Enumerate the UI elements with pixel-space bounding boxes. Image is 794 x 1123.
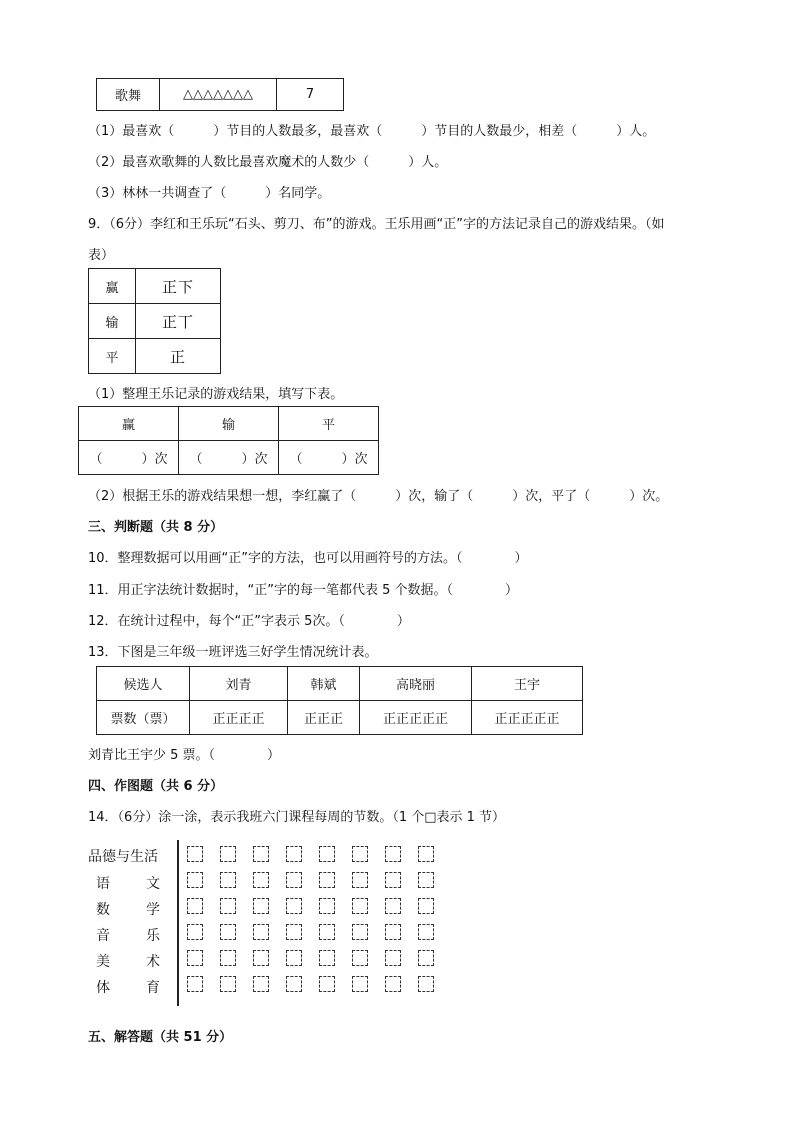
fill-box[interactable]: [286, 846, 302, 862]
fill-box[interactable]: [352, 872, 368, 888]
record-label: 输: [89, 304, 136, 339]
q13: 13．下图是三年级一班评选三好学生情况统计表。: [88, 645, 378, 660]
fill-box[interactable]: [418, 924, 434, 940]
fill-box[interactable]: [385, 872, 401, 888]
subject-label: 数 学: [96, 902, 160, 918]
vote-table: [96, 666, 583, 735]
fill-box[interactable]: [319, 924, 335, 940]
fill-box[interactable]: [253, 872, 269, 888]
fill-box[interactable]: [187, 950, 203, 966]
q8-sub2: （2）最喜欢歌舞的人数比最喜欢魔术的人数少（ ）人。: [88, 155, 448, 170]
section5-heading: 五、解答题（共 51 分）: [88, 1030, 233, 1045]
q9-sub2: （2）根据王乐的游戏结果想一想，李红赢了（ ）次，输了（ ）次，平了（ ）次。: [88, 489, 669, 504]
fill-box[interactable]: [220, 950, 236, 966]
fill-box[interactable]: [352, 924, 368, 940]
fill-box[interactable]: [187, 872, 203, 888]
vote-tally: 正正正正: [190, 701, 288, 735]
top-table: [96, 78, 344, 111]
record-label: 赢: [89, 269, 136, 304]
vote-tally: 正正正正正: [472, 701, 583, 735]
fill-box[interactable]: [418, 872, 434, 888]
vote-tally: 正正正正正: [360, 701, 472, 735]
section3-heading: 三、判断题（共 8 分）: [88, 520, 224, 535]
subject-label: 体 育: [96, 980, 160, 996]
fill-header-win: 赢: [79, 407, 179, 441]
vote-header: 高晓丽: [360, 667, 472, 701]
subject-label: 语 文: [96, 876, 160, 892]
q12: 12．在统计过程中，每个“正”字表示 5次。（ ）: [88, 614, 410, 629]
fill-header-lose: 输: [179, 407, 279, 441]
fill-box[interactable]: [385, 924, 401, 940]
fill-box[interactable]: [187, 924, 203, 940]
vote-tally: 正正正: [288, 701, 360, 735]
subject-label: 品德与生活: [88, 849, 158, 865]
q11: 11．用正字法统计数据时，“正”字的每一笔都代表 5 个数据。（ ）: [88, 583, 519, 598]
vote-header: 候选人: [97, 667, 190, 701]
fill-box[interactable]: [352, 846, 368, 862]
fill-box[interactable]: [220, 846, 236, 862]
fill-cell-win[interactable]: （ ）次: [79, 441, 179, 475]
vote-header: 刘青: [190, 667, 288, 701]
fill-box[interactable]: [220, 976, 236, 992]
record-tally: 正丅: [136, 304, 221, 339]
fill-box[interactable]: [286, 872, 302, 888]
fill-box[interactable]: [286, 924, 302, 940]
q9-fill-table: [78, 406, 379, 475]
q9-intro-line2: 表）: [88, 248, 115, 263]
vote-header: 王宇: [472, 667, 583, 701]
fill-box[interactable]: [319, 872, 335, 888]
top-table-count: 7: [277, 79, 344, 111]
q13-statement: 刘青比王宇少 5 票。（ ）: [88, 748, 281, 763]
q10: 10．整理数据可以用画“正”字的方法，也可以用画符号的方法。（ ）: [88, 551, 528, 566]
fill-box[interactable]: [352, 950, 368, 966]
fill-box[interactable]: [220, 872, 236, 888]
top-table-marks: △△△△△△△: [160, 79, 277, 111]
q9-sub1: （1）整理王乐记录的游戏结果，填写下表。: [88, 387, 344, 402]
fill-box[interactable]: [418, 898, 434, 914]
fill-box[interactable]: [187, 976, 203, 992]
fill-box[interactable]: [385, 846, 401, 862]
fill-box[interactable]: [253, 898, 269, 914]
fill-box[interactable]: [418, 950, 434, 966]
fill-box[interactable]: [418, 976, 434, 992]
fill-header-draw: 平: [279, 407, 379, 441]
fill-box[interactable]: [253, 924, 269, 940]
fill-box[interactable]: [220, 924, 236, 940]
q14: 14．（6分）涂一涂，表示我班六门课程每周的节数。（1 个□表示 1 节）: [88, 810, 506, 825]
section4-heading: 四、作图题（共 6 分）: [88, 779, 224, 794]
fill-box[interactable]: [319, 950, 335, 966]
fill-box[interactable]: [352, 976, 368, 992]
fill-box[interactable]: [385, 898, 401, 914]
record-label: 平: [89, 339, 136, 374]
record-tally: 正: [136, 339, 221, 374]
fill-box[interactable]: [253, 846, 269, 862]
q9-record-table: [88, 268, 221, 374]
fill-box[interactable]: [319, 976, 335, 992]
fill-box[interactable]: [187, 898, 203, 914]
q8-sub1: （1）最喜欢（ ）节目的人数最多，最喜欢（ ）节目的人数最少，相差（ ）人。: [88, 124, 656, 139]
fill-box[interactable]: [253, 950, 269, 966]
vote-row-label: 票数（票）: [97, 701, 190, 735]
vote-header: 韩斌: [288, 667, 360, 701]
fill-cell-lose[interactable]: （ ）次: [179, 441, 279, 475]
fill-box[interactable]: [286, 976, 302, 992]
fill-box[interactable]: [319, 898, 335, 914]
subject-label: 音 乐: [96, 928, 160, 944]
top-table-label: 歌舞: [97, 79, 160, 111]
fill-box[interactable]: [220, 898, 236, 914]
chart-axis-line: [177, 840, 179, 1006]
fill-box[interactable]: [187, 846, 203, 862]
fill-box[interactable]: [418, 846, 434, 862]
fill-box[interactable]: [385, 950, 401, 966]
fill-box[interactable]: [286, 898, 302, 914]
subject-label: 美 术: [96, 954, 160, 970]
fill-box[interactable]: [385, 976, 401, 992]
q9-intro-line1: 9．（6分）李红和王乐玩“石头、剪刀、布”的游戏。王乐用画“正”字的方法记录自己的游戏结果。（如: [88, 217, 665, 232]
fill-box[interactable]: [352, 898, 368, 914]
fill-box[interactable]: [319, 846, 335, 862]
fill-box[interactable]: [286, 950, 302, 966]
fill-box[interactable]: [253, 976, 269, 992]
q8-sub3: （3）林林一共调查了（ ）名同学。: [88, 186, 331, 201]
record-tally: 正下: [136, 269, 221, 304]
fill-cell-draw[interactable]: （ ）次: [279, 441, 379, 475]
